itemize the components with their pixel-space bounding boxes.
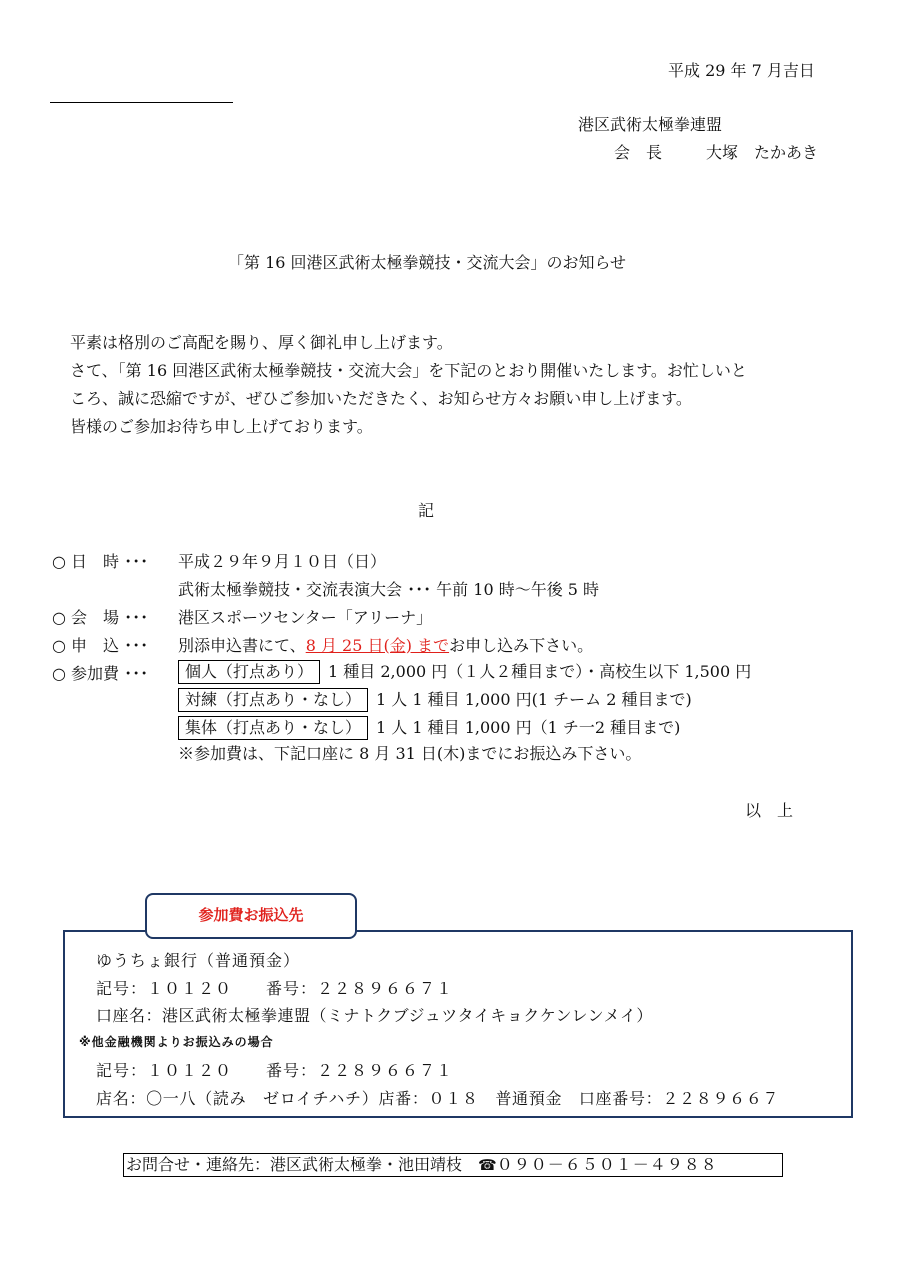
bank-holder: 口座名：港区武術太極拳連盟（ミナトクブジュツタイキョクケンレンメイ） xyxy=(96,1006,653,1025)
apply-suffix: お申し込み下さい。 xyxy=(449,636,594,655)
bank-tab-title: 参加費お振込先 xyxy=(145,893,357,939)
sender-organization: 港区武術太極拳連盟 xyxy=(578,115,723,134)
phone-icon: ☎ xyxy=(478,1156,497,1174)
apply-deadline: 8 月 25 日(金) まで xyxy=(305,636,450,655)
fee-label: ○ 参加費 ･･･ xyxy=(52,664,149,683)
body-paragraph-2: さて、「第 16 回港区武術太極拳競技・交流大会」を下記のとおり開催いたします。お忙しいと xyxy=(70,361,747,380)
datetime-label: ○ 日 時 ･･･ xyxy=(52,552,149,571)
venue-value: 港区スポーツセンター「アリーナ」 xyxy=(178,608,433,627)
ki-heading: 記 xyxy=(418,501,435,520)
datetime-value: 平成２９年９月１０日（日） xyxy=(178,552,387,571)
apply-prefix: 別添申込書にて、 xyxy=(178,636,306,655)
contact-text: お問合せ・連絡先：港区武術太極拳・池田靖枝 xyxy=(126,1155,479,1174)
closing: 以 上 xyxy=(745,801,794,820)
recipient-underline xyxy=(50,102,233,103)
fee-row-pair xyxy=(178,688,692,712)
body-paragraph-3: ころ、誠に恐縮ですが、ぜひご参加いただきたく、お知らせ方々お願い申し上げます。 xyxy=(70,389,692,408)
apply-value xyxy=(178,634,593,658)
sender-title: 会 長 xyxy=(614,143,663,162)
fee-note: ※参加費は、下記口座に 8 月 31 日(木)までにお振込み下さい。 xyxy=(178,744,642,763)
fee-text-pair: 1 人 1 種目 1,000 円(1 チーム 2 種目まで) xyxy=(376,690,692,709)
bank-account-1: 記号：１０１２０ 番号：２２８９６６７１ xyxy=(96,979,454,998)
fee-row-group xyxy=(178,716,680,740)
bank-other-note: ※他金融機関よりお振込みの場合 xyxy=(79,1035,274,1049)
bank-account-2: 記号：１０１２０ 番号：２２８９６６７１ xyxy=(96,1061,454,1080)
body-paragraph-4: 皆様のご参加お待ち申し上げております。 xyxy=(70,417,373,436)
document-date: 平成 29 年 7 月吉日 xyxy=(668,61,815,80)
contact-box xyxy=(123,1153,783,1177)
body-paragraph-1: 平素は格別のご高配を賜り、厚く御礼申し上げます。 xyxy=(70,333,453,352)
fee-category-group: 集体（打点あり・なし） xyxy=(178,716,368,740)
venue-label: ○ 会 場 ･･･ xyxy=(52,608,149,627)
bank-branch: 店名：〇一八（読み ゼロイチハチ）店番：０１８ 普通預金 口座番号：２２８９６６７ xyxy=(96,1089,780,1108)
fee-text-group: 1 人 1 種目 1,000 円（1 チ一2 種目まで) xyxy=(376,718,681,737)
fee-category-pair: 対練（打点あり・なし） xyxy=(178,688,368,712)
contact-phone: ０９０－６５０１－４９８８ xyxy=(496,1155,718,1174)
fee-category-individual: 個人（打点あり） xyxy=(178,660,320,684)
document-subject: 「第 16 回港区武術太極拳競技・交流大会」のお知らせ xyxy=(228,253,627,272)
apply-label: ○ 申 込 ･･･ xyxy=(52,636,149,655)
fee-row-individual xyxy=(178,660,751,684)
datetime-value-2: 武術太極拳競技・交流表演大会 ･･･ 午前 10 時～午後 5 時 xyxy=(178,580,600,599)
fee-text-individual: 1 種目 2,000 円（１人２種目まで）・高校生以下 1,500 円 xyxy=(328,662,752,681)
bank-name: ゆうちょ銀行（普通預金） xyxy=(96,951,301,970)
sender-name: 大塚 たかあき xyxy=(706,143,819,162)
